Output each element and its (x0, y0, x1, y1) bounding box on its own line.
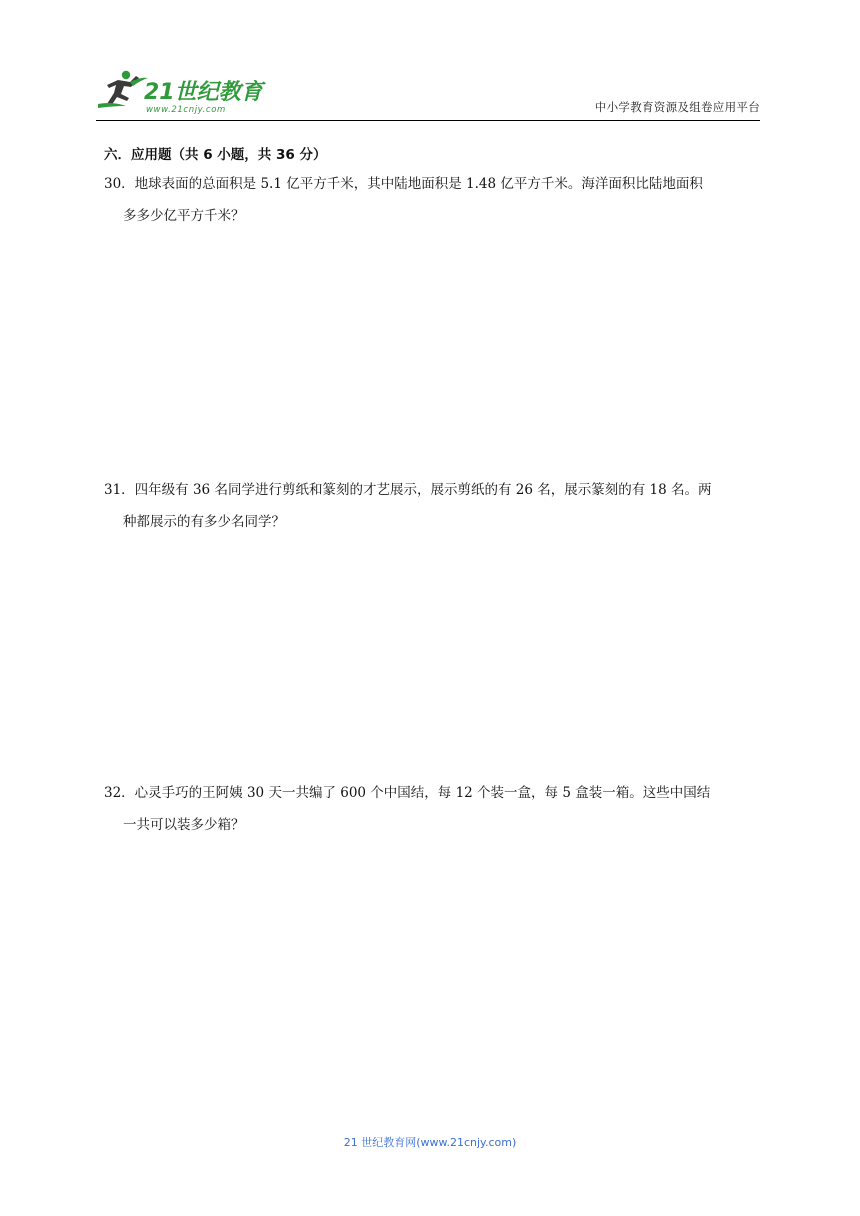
question-32 (104, 777, 756, 841)
page-footer: 21 世纪教育网(www.21cnjy.com) (343, 1136, 517, 1149)
runner-icon (98, 71, 148, 108)
question-30 (104, 168, 756, 232)
question-text-continued: 种都展示的有多少名同学？ (123, 514, 285, 530)
question-text: 30．地球表面的总面积是 5.1 亿平方千米，其中陆地面积是 1.48 亿平方千米。海洋面积比陆地面积 (104, 176, 703, 192)
question-text: 31．四年级有 36 名同学进行剪纸和篆刻的才艺展示，展示剪纸的有 26 名，展示篆刻的有 18 名。两 (104, 482, 712, 498)
question-31 (104, 474, 756, 538)
platform-name: 中小学教育资源及组卷应用平台 (594, 100, 760, 114)
section-title: 六．应用题（共 6 小题，共 36 分） (104, 147, 327, 163)
logo-subtext: www.21cnjy.com (146, 105, 226, 115)
header-divider (96, 120, 760, 121)
question-text-continued: 一共可以装多少箱？ (123, 817, 245, 833)
logo-21cnjy (96, 66, 268, 118)
logo-text: 21世纪教育 (144, 80, 263, 105)
question-text-continued: 多多少亿平方千米？ (123, 208, 245, 224)
question-text: 32．心灵手巧的王阿姨 30 天一共编了 600 个中国结，每 12 个装一盒，每 5 盒装一箱。这些中国结 (104, 785, 711, 801)
